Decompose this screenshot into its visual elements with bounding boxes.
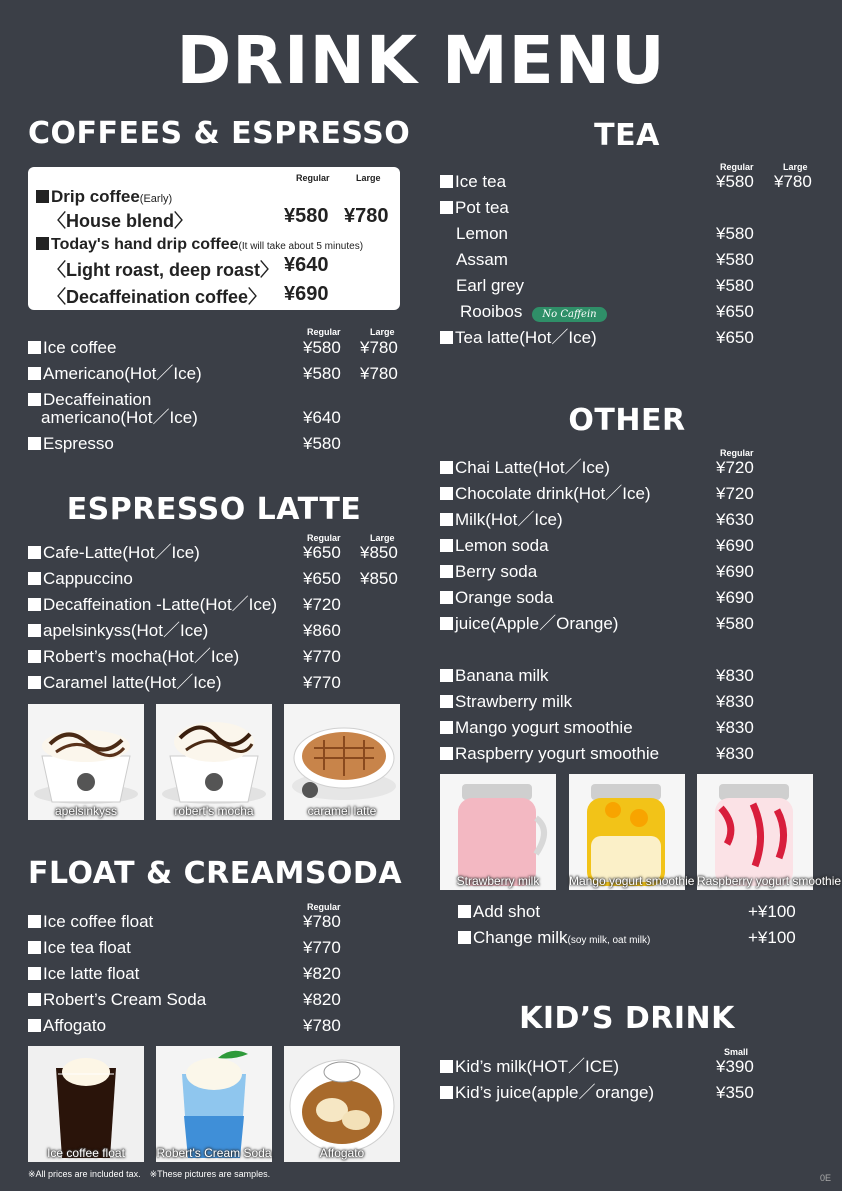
menu-item-earl-grey <box>440 273 814 299</box>
photo-caption: Strawberry milk <box>456 874 540 888</box>
item-name: Strawberry milk <box>455 692 573 711</box>
bullet-square-icon <box>440 487 453 500</box>
price-regular: ¥780 <box>303 912 341 931</box>
menu-item-lemon <box>440 221 814 247</box>
price-regular: ¥580 <box>303 364 341 383</box>
float-heading: FLOAT & CREAMSODA <box>28 856 403 891</box>
jar-illustration <box>697 774 842 890</box>
menu-item-kids-juice <box>440 1080 814 1106</box>
item-name: Banana milk <box>455 666 549 685</box>
bullet-square-icon <box>440 565 453 578</box>
addon-name: Change milk <box>473 928 568 947</box>
item-name-wrap <box>440 481 651 507</box>
price-large: ¥780 <box>360 338 398 357</box>
item-name: Berry soda <box>455 562 538 581</box>
item-name: Ice coffee <box>43 338 117 357</box>
menu-item-americano <box>28 361 400 387</box>
item-name: Milk(Hot／Ice) <box>455 510 563 529</box>
drip-coffee-note: (Early) <box>139 193 173 205</box>
bullet-square-icon <box>440 539 453 552</box>
bullet-square-icon <box>28 650 41 663</box>
price-regular: ¥580 <box>716 224 754 243</box>
item-name-wrap <box>28 361 202 387</box>
photo-raspberry-smoothie <box>697 774 842 890</box>
bullet-square-icon <box>28 993 41 1006</box>
item-name: Robert’s Cream Soda <box>43 990 207 1009</box>
regular-label: Regular <box>296 173 330 183</box>
price-regular: ¥720 <box>716 484 754 503</box>
photo-strawberry-milk <box>440 774 556 890</box>
menu-item-cafe-latte <box>28 540 400 566</box>
item-name: Americano(Hot／Ice) <box>43 364 202 383</box>
menu-item-roberts-mocha <box>28 644 400 670</box>
addon-price: +¥100 <box>748 928 796 947</box>
bullet-square-icon <box>440 617 453 630</box>
house-blend-name: 〈House blend〉 <box>48 211 193 231</box>
item-name-wrap <box>28 987 206 1013</box>
price-regular: ¥650 <box>303 543 341 562</box>
photo-mango-smoothie <box>569 774 695 890</box>
hand-drip-row <box>36 236 363 254</box>
item-name: Pot tea <box>455 198 509 217</box>
menu-item-ice-tea <box>440 169 814 195</box>
menu-item-mango-smoothie <box>440 715 814 741</box>
price-regular: ¥580 <box>716 276 754 295</box>
photo-caption: apelsinkyss <box>54 804 118 818</box>
menu-item-juice <box>440 611 814 637</box>
item-name-wrap <box>28 618 208 644</box>
latte-heading: ESPRESSO LATTE <box>66 492 362 527</box>
item-name-wrap <box>440 585 553 611</box>
page-title: DRINK MENU <box>176 22 666 99</box>
bullet-square-icon <box>28 676 41 689</box>
item-name: Chocolate drink(Hot／Ice) <box>455 484 651 503</box>
no-caffeine-badge: No Caffein <box>532 307 606 322</box>
item-name-wrap <box>440 507 563 533</box>
price-regular: ¥580 <box>716 614 754 633</box>
bullet-square-icon <box>440 201 453 214</box>
photo-caption: Affogato <box>319 1146 365 1160</box>
item-name-wrap <box>440 195 509 221</box>
addon-name: Add shot <box>473 902 541 921</box>
large-label: Large <box>370 327 395 337</box>
item-name-wrap <box>28 935 131 961</box>
item-name-wrap <box>440 559 537 585</box>
item-name-wrap <box>440 169 506 195</box>
menu-item-ice-coffee <box>28 335 400 361</box>
item-name-wrap <box>458 925 650 954</box>
item-name: Decaffeination -Latte(Hot／Ice) <box>43 595 278 614</box>
menu-item-decaf-latte <box>28 592 400 618</box>
light-roast-name: 〈Light roast, deep roast〉 <box>48 260 279 280</box>
bullet-square-icon <box>458 931 471 944</box>
menu-item-ice-tea-float <box>28 935 400 961</box>
photo-caption: Raspberry yogurt smoothie <box>697 874 842 888</box>
bullet-square-icon <box>440 669 453 682</box>
menu-item-caramel-latte <box>28 670 400 696</box>
item-name-line2: americano(Hot／Ice) <box>41 408 198 427</box>
light-roast-price: ¥640 <box>284 254 329 276</box>
bullet-square-icon <box>458 905 471 918</box>
cup-illustration <box>156 704 272 820</box>
menu-item-kids-milk <box>440 1054 814 1080</box>
large-label: Large <box>370 533 395 543</box>
bullet-square-icon <box>36 190 49 203</box>
menu-item-decaf-americano-line2 <box>28 405 400 431</box>
price-large: ¥780 <box>360 364 398 383</box>
item-name-wrap <box>440 741 659 767</box>
bullet-square-icon <box>28 967 41 980</box>
item-name: Caramel latte(Hot／Ice) <box>43 673 222 692</box>
item-name: juice(Apple／Orange) <box>455 614 619 633</box>
item-name-wrap <box>28 909 153 935</box>
price-small: ¥390 <box>716 1057 754 1076</box>
item-name: Lemon <box>456 224 508 243</box>
price-regular: ¥650 <box>303 569 341 588</box>
item-name: Ice tea float <box>43 938 131 957</box>
regular-label: Regular <box>720 448 754 458</box>
bullet-square-icon <box>440 1060 453 1073</box>
item-name: apelsinkyss(Hot／Ice) <box>43 621 209 640</box>
bullet-square-icon <box>28 941 41 954</box>
item-name-wrap <box>28 1013 106 1039</box>
bullet-square-icon <box>440 721 453 734</box>
hand-drip-name: Today's hand drip coffee <box>51 236 239 253</box>
bullet-square-icon <box>440 331 453 344</box>
item-name-wrap <box>440 715 633 741</box>
price-regular: ¥580 <box>716 172 754 191</box>
menu-item-cappuccino <box>28 566 400 592</box>
item-name: Robert’s mocha(Hot／Ice) <box>43 647 240 666</box>
item-name-wrap <box>28 644 239 670</box>
price-regular: ¥830 <box>716 718 754 737</box>
price-regular: ¥650 <box>716 302 754 321</box>
price-regular: ¥650 <box>716 328 754 347</box>
house-blend-regular: ¥580 <box>284 205 329 227</box>
bullet-square-icon <box>28 624 41 637</box>
menu-item-ice-latte-float <box>28 961 400 987</box>
bullet-square-icon <box>28 367 41 380</box>
price-regular: ¥830 <box>716 744 754 763</box>
item-name-wrap <box>440 325 597 351</box>
cup-illustration <box>28 704 144 820</box>
bullet-square-icon <box>28 546 41 559</box>
menu-item-berry-soda <box>440 559 814 585</box>
menu-item-chocolate-drink <box>440 481 814 507</box>
item-name: Chai Latte(Hot／Ice) <box>455 458 610 477</box>
menu-item-strawberry-milk <box>440 689 814 715</box>
item-name: Ice tea <box>455 172 507 191</box>
bullet-square-icon <box>28 572 41 585</box>
large-label: Large <box>356 173 381 183</box>
menu-item-cream-soda <box>28 987 400 1013</box>
item-name-wrap <box>460 299 607 325</box>
menu-item-lemon-soda <box>440 533 814 559</box>
item-name-wrap <box>440 1080 654 1106</box>
item-name-wrap <box>440 611 618 637</box>
photo-caption: robert’s mocha <box>174 804 254 818</box>
photo-ice-coffee-float <box>28 1046 144 1162</box>
drip-coffee-name: Drip coffee <box>51 187 140 206</box>
glass-illustration <box>156 1046 272 1162</box>
bullet-square-icon <box>28 1019 41 1032</box>
item-name: Espresso <box>43 434 114 453</box>
price-regular: ¥830 <box>716 666 754 685</box>
price-regular: ¥720 <box>303 595 341 614</box>
item-name: Decaffeination <box>43 390 152 409</box>
price-regular: ¥640 <box>303 408 341 427</box>
item-name: Cappuccino <box>43 569 133 588</box>
house-blend-large: ¥780 <box>344 205 389 227</box>
price-regular: ¥830 <box>716 692 754 711</box>
price-regular: ¥690 <box>716 588 754 607</box>
price-regular: ¥770 <box>303 673 341 692</box>
regular-label: Regular <box>307 533 341 543</box>
price-regular: ¥580 <box>303 338 341 357</box>
item-name-wrap <box>440 689 572 715</box>
photo-caption: caramel latte <box>307 804 377 818</box>
decaf-coffee-price: ¥690 <box>284 283 329 305</box>
item-name-wrap <box>440 1054 619 1080</box>
price-regular: ¥860 <box>303 621 341 640</box>
item-name-wrap <box>458 899 540 925</box>
price-regular: ¥770 <box>303 647 341 666</box>
item-name: Tea latte(Hot／Ice) <box>455 328 597 347</box>
addon-note: (soy milk, oat milk) <box>567 935 651 946</box>
bullet-square-icon <box>28 915 41 928</box>
price-regular: ¥580 <box>716 250 754 269</box>
bullet-square-icon <box>440 461 453 474</box>
page-code: 0E <box>820 1173 832 1183</box>
item-name: Lemon soda <box>455 536 549 555</box>
menu-item-chai-latte <box>440 455 814 481</box>
item-name-wrap <box>28 431 114 457</box>
item-name-wrap <box>28 335 116 361</box>
menu-item-banana-milk <box>440 663 814 689</box>
menu-item-assam <box>440 247 814 273</box>
regular-label: Regular <box>720 162 754 172</box>
item-name-wrap <box>440 455 610 481</box>
item-name-wrap <box>28 540 200 566</box>
item-name: Ice coffee float <box>43 912 154 931</box>
bullet-square-icon <box>440 175 453 188</box>
item-name-wrap <box>28 670 222 696</box>
item-name: Rooibos <box>460 302 523 321</box>
photo-caption: Mango yogurt smoothie <box>569 874 695 888</box>
jar-illustration <box>569 774 695 890</box>
item-name: Cafe-Latte(Hot／Ice) <box>43 543 200 562</box>
bullet-square-icon <box>36 237 49 250</box>
menu-item-milk <box>440 507 814 533</box>
item-name-wrap <box>28 566 133 592</box>
photo-cream-soda <box>156 1046 272 1162</box>
item-name: Affogato <box>43 1016 107 1035</box>
regular-label: Regular <box>307 902 341 912</box>
kids-heading: KID’S DRINK <box>519 1001 735 1036</box>
item-name-wrap <box>440 533 549 559</box>
menu-item-ice-coffee-float <box>28 909 400 935</box>
jar-illustration <box>440 774 556 890</box>
price-large: ¥780 <box>774 172 812 191</box>
price-regular: ¥770 <box>303 938 341 957</box>
item-name: Earl grey <box>456 276 525 295</box>
bowl-illustration <box>284 1046 400 1162</box>
menu-item-affogato <box>28 1013 400 1039</box>
price-small: ¥350 <box>716 1083 754 1102</box>
photo-caption: Robert's Cream Soda <box>156 1146 272 1160</box>
item-name: Raspberry yogurt smoothie <box>455 744 660 763</box>
photo-affogato <box>284 1046 400 1162</box>
price-regular: ¥630 <box>716 510 754 529</box>
addon-price: +¥100 <box>748 902 796 921</box>
photo-apelsinkyss <box>28 704 144 820</box>
bullet-square-icon <box>440 747 453 760</box>
bullet-square-icon <box>440 513 453 526</box>
price-regular: ¥820 <box>303 990 341 1009</box>
regular-label: Regular <box>307 327 341 337</box>
cup-illustration <box>284 704 400 820</box>
bullet-square-icon <box>28 598 41 611</box>
price-regular: ¥820 <box>303 964 341 983</box>
price-regular: ¥720 <box>716 458 754 477</box>
photo-roberts-mocha <box>156 704 272 820</box>
footnote: ※All prices are included tax. ※These pictures are samples. <box>28 1169 271 1179</box>
addon-add-shot <box>458 899 814 925</box>
hand-drip-note: (It will take about 5 minutes) <box>238 241 364 252</box>
item-name: Kid’s juice(apple／orange) <box>455 1083 655 1102</box>
addon-change-milk <box>458 925 814 951</box>
menu-item-apelsinkyss <box>28 618 400 644</box>
item-name-wrap <box>28 592 277 618</box>
bullet-square-icon <box>440 591 453 604</box>
item-name: Assam <box>456 250 508 269</box>
price-regular: ¥690 <box>716 536 754 555</box>
menu-item-orange-soda <box>440 585 814 611</box>
coffees-heading: COFFEES & ESPRESSO <box>28 116 411 151</box>
price-large: ¥850 <box>360 569 398 588</box>
decaf-coffee-name: 〈Decaffeination coffee〉 <box>48 287 267 307</box>
item-name: Mango yogurt smoothie <box>455 718 633 737</box>
glass-illustration <box>28 1046 144 1162</box>
small-label: Small <box>724 1047 749 1057</box>
bullet-square-icon <box>440 1086 453 1099</box>
drip-coffee-box <box>28 167 400 310</box>
other-heading: OTHER <box>568 403 686 438</box>
menu-item-raspberry-smoothie <box>440 741 814 767</box>
item-name: Ice latte float <box>43 964 140 983</box>
price-regular: ¥780 <box>303 1016 341 1035</box>
photo-caramel-latte <box>284 704 400 820</box>
menu-item-rooibos <box>440 299 814 325</box>
item-name-wrap <box>440 663 549 689</box>
item-name-wrap <box>28 961 139 987</box>
tea-heading: TEA <box>594 118 660 153</box>
price-large: ¥850 <box>360 543 398 562</box>
bullet-square-icon <box>28 437 41 450</box>
photo-caption: Ice coffee float <box>47 1146 125 1160</box>
large-label: Large <box>783 162 808 172</box>
menu-item-tea-latte <box>440 325 814 351</box>
menu-item-espresso <box>28 431 400 457</box>
price-regular: ¥580 <box>303 434 341 453</box>
bullet-square-icon <box>440 695 453 708</box>
item-name: Kid’s milk(HOT／ICE) <box>455 1057 620 1076</box>
menu-item-pot-tea <box>440 195 814 221</box>
price-regular: ¥690 <box>716 562 754 581</box>
item-name: Orange soda <box>455 588 554 607</box>
bullet-square-icon <box>28 341 41 354</box>
drip-coffee-row <box>36 187 172 207</box>
